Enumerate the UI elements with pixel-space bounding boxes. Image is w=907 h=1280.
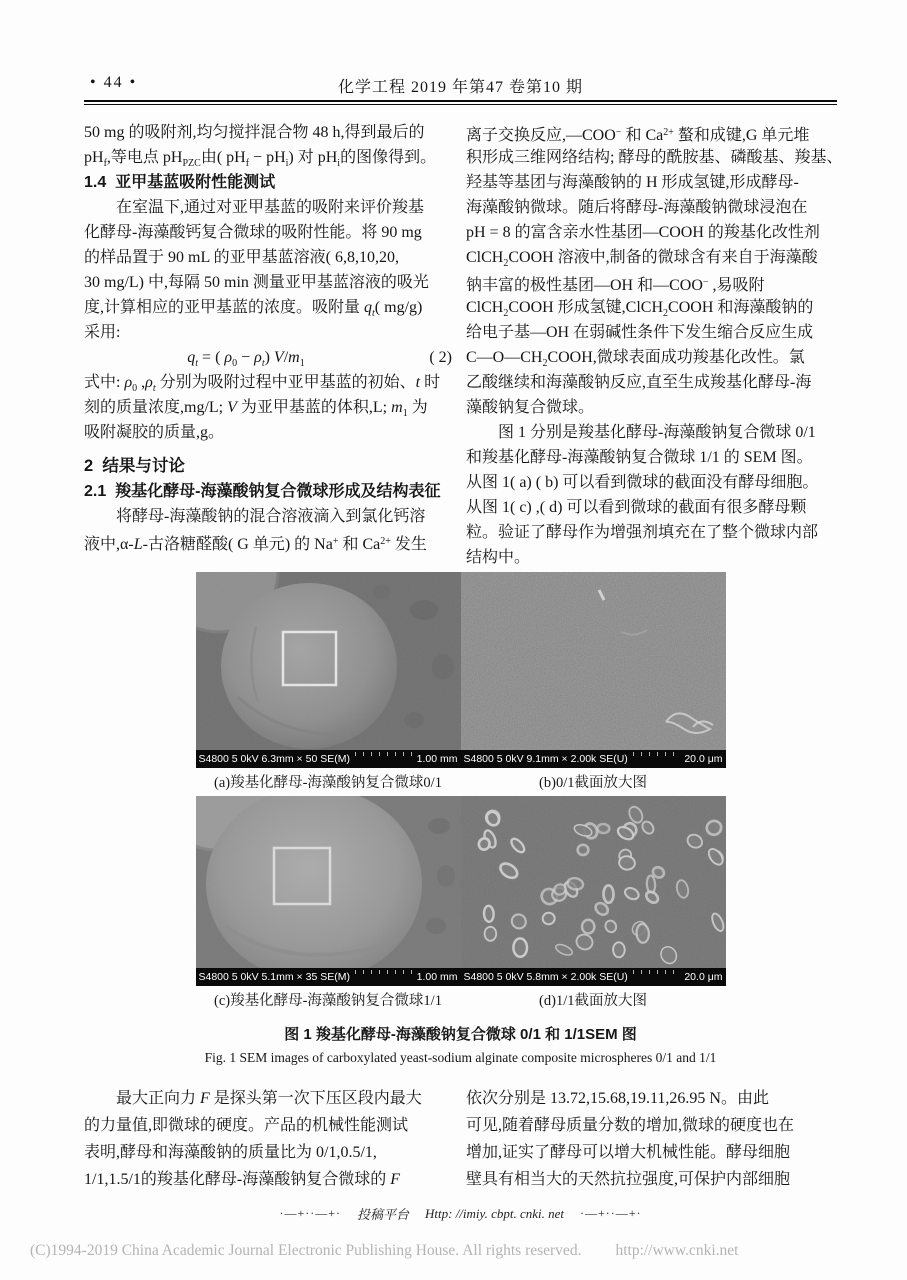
text-line: ClCH$_2$COOH 溶液中,制备的微球含有来自于海藻酸 (466, 249, 818, 269)
text-line: 乙酸继续和海藻酸钠反应,直至生成羧基化酵母-海 (466, 374, 812, 391)
text-line: ClCH$_2$COOH 形成氢键,ClCH$_2$COOH 和海藻酸钠的 (466, 299, 814, 319)
right-column-top (466, 120, 843, 570)
sem-scalebar-b (461, 750, 726, 768)
text-line: 表明,酵母和海藻酸钠的质量比为 0/1,0.5/1, (84, 1144, 377, 1161)
figure-row-1 (196, 572, 726, 768)
body-columns-top (84, 120, 843, 570)
caption-b: (b)0/1截面放大图 (539, 775, 647, 791)
scale-value: 1.00 mm (416, 971, 458, 983)
scale-ticks (355, 970, 412, 974)
copyright-text: (C)1994-2019 China Academic Journal Electronic Publishing House. All rights reserved. (30, 1242, 582, 1259)
sem-settings-label: S4800 5 0kV 6.3mm × 50 SE(M) (198, 753, 350, 765)
text-line: 可见,随着酵母质量分数的增加,微球的硬度也在 (466, 1117, 795, 1134)
text-line: 藻酸钠复合微球。 (466, 399, 595, 416)
text-line: 依次分别是 13.72,15.68,19.11,26.95 N。由此 (466, 1090, 769, 1107)
sem-image-a (196, 572, 461, 750)
submission-platform-url: Http: //imiy. cbpt. cnki. net (425, 1205, 564, 1221)
text-line: 从图 1( a) ( b) 可以看到微球的截面没有酵母细胞。 (466, 474, 819, 491)
body-columns-bottom (84, 1085, 837, 1193)
caption-a: (a)羧基化酵母-海藻酸钠复合微球0/1 (214, 775, 442, 791)
text-line: 采用: (84, 324, 121, 341)
figure-title-en: Fig. 1 SEM images of carboxylated yeast-sodium alginate composite microspheres 0/1 and 1/1 (204, 1050, 717, 1065)
sem-scalebar-c (196, 968, 461, 986)
text-line: $pH_f$,等电点 $pH_{PZC}$由( $pH_f - pH_i$) 对 $pH_i$的图像得到。 (84, 149, 437, 169)
text-line: 度,计算相应的亚甲基蓝的浓度。吸附量 $q_t$( mg/g) (84, 299, 423, 319)
sem-image-c (196, 796, 461, 968)
text-line: 1/1,1.5/1的羧基化酵母-海藻酸钠复合微球的 F (84, 1171, 401, 1188)
scale-value: 20.0 μm (684, 971, 723, 983)
text-line: 壁具有相当大的天然抗拉强度,可保护内部细胞 (466, 1171, 791, 1188)
text-line: 和羧基化酵母-海藻酸钠复合微球 1/1 的 SEM 图。 (466, 449, 813, 466)
text-line: 粒。验证了酵母作为增强剂填充在了整个微球内部 (466, 524, 819, 541)
text-line: 的样品置于 90 mL 的亚甲基蓝溶液( 6,8,10,20, (84, 249, 399, 266)
text-line: 吸附凝胶的质量,g。 (84, 424, 225, 441)
cnki-copyright-line (30, 1242, 738, 1260)
sem-panel-a (196, 572, 461, 768)
submission-platform-line (84, 1204, 837, 1223)
text-line: 50 mg 的吸附剂,均匀搅拌混合物 48 h,得到最后的 (84, 124, 425, 141)
text-line: 液中,α-L-古洛糖醛酸( G 单元) 的 Na+ 和 $Ca^{2+}$ 发生 (84, 536, 427, 553)
text-line: 1.4 亚甲基蓝吸附性能测试 (84, 174, 276, 191)
text-line: 钠丰富的极性基团—OH 和—COO− ,易吸附 (466, 277, 765, 294)
text-line: 的力量值,即微球的硬度。产品的机械性能测试 (84, 1117, 409, 1134)
text-line: 羟基等基团与海藻酸钠的 H 形成氢键,形成酵母- (466, 174, 799, 191)
sem-image-d (461, 796, 726, 968)
sem-image-b (461, 572, 726, 750)
text-line: 图 1 分别是羧基化酵母-海藻酸钠复合微球 0/1 (498, 424, 816, 441)
sem-scalebar-d (461, 968, 726, 986)
page-header (84, 0, 837, 95)
scale-value: 20.0 μm (684, 753, 723, 765)
text-line: pH = 8 的富含亲水性基团—COOH 的羧基化改性剂 (466, 224, 820, 241)
text-line: 海藻酸钠微球。随后将酵母-海藻酸钠微球浸泡在 (466, 199, 808, 216)
left-column-bottom (84, 1085, 452, 1193)
scale-ticks (633, 752, 680, 756)
text-line: 30 mg/L) 中,每隔 50 min 测量亚甲基蓝溶液的吸光 (84, 274, 429, 291)
header-rule (84, 100, 837, 105)
text-line: 2 结果与讨论 (84, 457, 185, 475)
sem-settings-label: S4800 5 0kV 5.1mm × 35 SE(M) (198, 971, 350, 983)
text-line: 给电子基—OH 在弱碱性条件下发生缩合反应生成 (466, 324, 814, 341)
text-line: 离子交换反应,—COO− 和 $Ca^{2+}$ 螯和成键,G 单元堆 (466, 127, 810, 144)
sem-panel-d (461, 796, 726, 986)
right-column-bottom (466, 1085, 837, 1193)
text-line: 增加,证实了酵母可以增大机械性能。酵母细胞 (466, 1144, 791, 1161)
figure-captions-row-1 (196, 770, 726, 796)
text-line: 化酵母-海藻酸钙复合微球的吸附性能。将 90 mg (84, 224, 422, 241)
page-content (84, 0, 843, 1223)
decorative-divider-right: ·—+··—+· (580, 1206, 642, 1220)
text-line: 式中: $\rho_0$ $,\rho_t$ 分别为吸附过程中亚甲基蓝的初始、t 时 (84, 374, 441, 394)
scale-ticks (633, 970, 680, 974)
submission-platform-label: 投稿平台 (356, 1207, 409, 1222)
text-line: 刻的质量浓度,mg/L; V 为亚甲基蓝的体积,L; $m_1$ 为 (84, 399, 428, 419)
text-line: $q_t$ = ( $\rho_0 - \rho_t$) $V/m_1$ ( 2) (84, 345, 452, 370)
figure-1 (196, 572, 726, 1066)
journal-title: 化学工程 2019 年第47 卷第10 期 (337, 79, 583, 96)
equation-number: ( 2) (429, 349, 452, 366)
sem-panel-b (461, 572, 726, 768)
caption-c: (c)羧基化酵母-海藻酸钠复合微球1/1 (214, 993, 442, 1009)
text-line: $C—O—CH_2COOH$,微球表面成功羧基化改性。氯 (466, 349, 805, 369)
left-column-top (84, 120, 452, 570)
caption-d: (d)1/1截面放大图 (539, 993, 647, 1009)
figure-title-zh: 图 1 羧基化酵母-海藻酸钠复合微球 0/1 和 1/1SEM 图 (284, 1026, 637, 1043)
sem-scalebar-a (196, 750, 461, 768)
sem-settings-label: S4800 5 0kV 9.1mm × 2.00k SE(U) (463, 753, 628, 765)
figure-row-2 (196, 796, 726, 986)
cnki-url: http://www.cnki.net (615, 1242, 739, 1259)
sem-settings-label: S4800 5 0kV 5.8mm × 2.00k SE(U) (463, 971, 628, 983)
page-number: • 44 • (90, 74, 138, 91)
text-line: 将酵母-海藻酸钠的混合溶液滴入到氯化钙溶 (116, 508, 426, 525)
text-line: 结构中。 (466, 549, 531, 566)
scale-value: 1.00 mm (416, 753, 458, 765)
figure-captions-row-2 (196, 988, 726, 1014)
text-line: 最大正向力 F 是探头第一次下压区段内最大 (116, 1090, 422, 1107)
text-line: 在室温下,通过对亚甲基蓝的吸附来评价羧基 (116, 199, 425, 216)
text-line: 2.1 羧基化酵母-海藻酸钠复合微球形成及结构表征 (84, 483, 441, 500)
scale-ticks (355, 752, 412, 756)
sem-panel-c (196, 796, 461, 986)
text-line: 积形成三维网络结构; 酵母的酰胺基、磷酸基、羧基、 (466, 149, 843, 166)
decorative-divider-left: ·—+··—+· (279, 1206, 341, 1220)
text-line: 从图 1( c) ,( d) 可以看到微球的截面有很多酵母颗 (466, 499, 807, 516)
